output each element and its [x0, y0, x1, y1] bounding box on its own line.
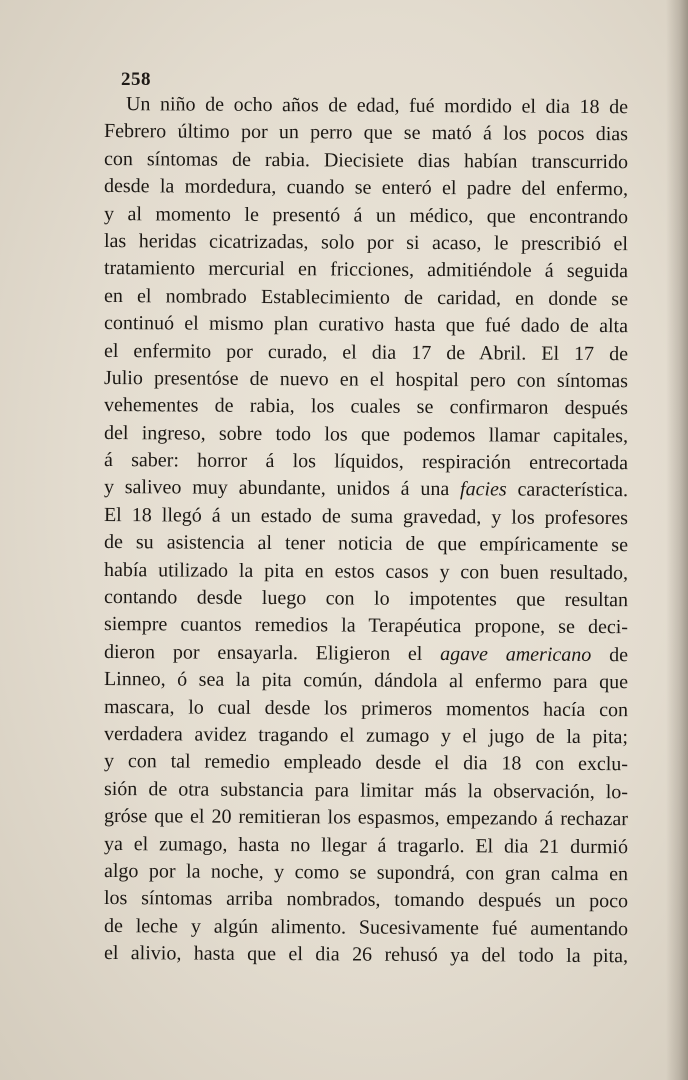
text-line: Febrero último por un perro que se mató á los pocos dias [103, 120, 629, 146]
text-line: había utilizado la pita en estos casos y con buen resultado, [103, 558, 629, 584]
text-line: Julio presentóse de nuevo en el hospital pero con síntomas [103, 366, 629, 393]
text-line-with-italic [104, 639, 628, 670]
text-line: del ingreso, sobre todo los que podemos llamar capitales, [103, 421, 629, 447]
text-segment: característica. [506, 478, 629, 502]
text-line: los síntomas arriba nombrados, tomando después un poco [103, 887, 629, 913]
text-line: con síntomas de rabia. Diecisiete dias habían transcurrido [103, 147, 629, 173]
text-line-with-italic [104, 474, 628, 505]
text-line: contando desde luego con lo impotentes que resultan [103, 586, 629, 612]
text-segment: y saliveo muy abundante, unidos á una [103, 476, 461, 501]
text-line: ya el zumago, hasta no llegar á tragarlo. El dia 21 durmió [103, 832, 629, 858]
page-edge-shadow [666, 0, 688, 1080]
text-line: y al momento le presentó á un médico, que encontrando [103, 202, 629, 228]
text-line: vehementes de rabia, los cuales se confirmaron después [103, 394, 629, 420]
text-line: sión de otra substancia para limitar más la observación, lo- [103, 777, 629, 803]
text-line: de leche y algún alimento. Sucesivamente fué aumentando [103, 914, 629, 940]
text-line: á saber: horror á los líquidos, respiración entrecortada [103, 449, 629, 475]
text-segment: dieron por ensayarla. Eligieron el [103, 640, 441, 665]
text-line: continuó el mismo plan curativo hasta que fué dado de alta [103, 312, 629, 338]
text-line: verdadera avidez tragando el zumago y el jugo de la pita; [103, 722, 629, 749]
text-line: el alivio, hasta que el dia 26 rehusó ya del todo la pita, [103, 942, 629, 968]
text-line: Linneo, ó sea la pita común, dándola al enfermo para que [103, 668, 629, 694]
text-line: desde la mordedura, cuando se enteró el padre del enfermo, [103, 175, 629, 201]
text-line: El 18 llegó á un estado de suma gravedad, y los profesores [103, 503, 629, 530]
italic-term: agave americano [440, 642, 592, 666]
text-line: las heridas cicatrizadas, solo por si acaso, le prescribió el [103, 229, 629, 256]
body-text [104, 91, 628, 968]
text-line: el enfermito por curado, el dia 17 de Abril. El 17 de [103, 339, 629, 365]
text-line: algo por la noche, y como se supondrá, con gran calma en [103, 859, 629, 886]
text-line: de su asistencia al tener noticia de que empíricamente se [103, 531, 629, 557]
text-line: Un niño de ocho años de edad, fué mordido el dia 18 de [125, 93, 629, 119]
italic-term: facies [460, 478, 507, 501]
text-line: mascara, lo cual desde los primeros momentos hacía con [103, 695, 629, 721]
text-line: siempre cuantos remedios la Terapéutica propone, se deci- [103, 613, 629, 639]
text-line: en el nombrado Establecimiento de caridad, en donde se [103, 284, 629, 310]
text-segment: de [591, 643, 629, 667]
text-line: tratamiento mercurial en fricciones, admitiéndole á seguida [103, 257, 629, 283]
text-line: y con tal remedio empleado desde el dia 18 con exclu- [103, 750, 629, 776]
page-number: 258 [121, 69, 151, 90]
text-line: gróse que el 20 remitieran los espasmos, empezando á rechazar [103, 805, 629, 831]
